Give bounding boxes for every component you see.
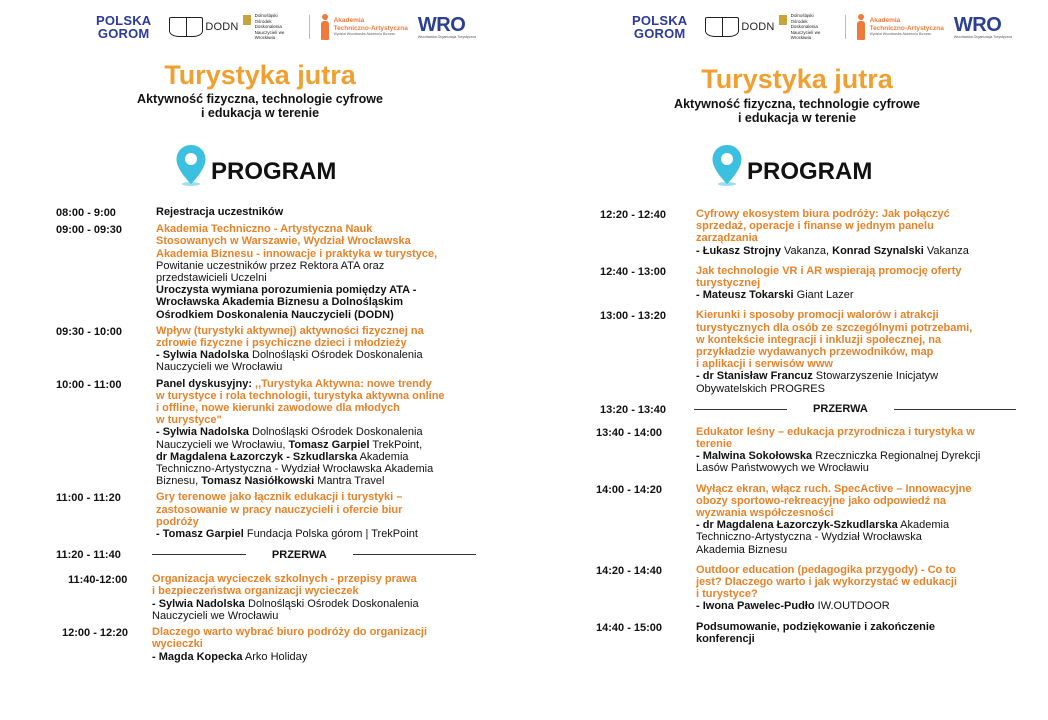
session-content [156, 206, 476, 219]
schedule-left [56, 206, 476, 663]
wro-logo [418, 15, 476, 39]
speaker-name: Tomasz Garpiel [288, 438, 370, 451]
subtitle-line: i edukacja w terenie [737, 111, 857, 125]
speaker-name: - dr Magdalena Łazorczyk-Szkudlarska [696, 519, 898, 532]
speaker-org: Dolnośląski Ośrodek Doskonalenia [248, 426, 423, 439]
session-content [152, 626, 476, 663]
speaker-name: - Mateusz Tokarski [696, 289, 794, 302]
speaker-org: Biznesu, [156, 475, 202, 488]
break-divider [353, 554, 476, 555]
subtitle-line: i edukacja w terenie [200, 106, 320, 120]
map-pin-icon [175, 144, 207, 186]
logo-text: Wrocławska Organizacja Turystyczna [953, 35, 1012, 39]
dodn-logo [705, 13, 830, 41]
speaker-org: Nauczycieli we Wrocławiu [156, 361, 283, 374]
logo-text: Akademia [333, 17, 365, 25]
polska-gorom-logo [632, 14, 687, 40]
schedule-right [596, 208, 1016, 645]
session-title: Organizacja wycieczek szkolnych - przepisy prawa [152, 573, 417, 586]
logo-text [334, 17, 408, 37]
speaker-name: dr Magdalena Łazorczyk - Szkudlarska [156, 450, 358, 463]
program-heading [711, 144, 872, 186]
speaker-org: Techniczno-Artystyczna - Wydział Wrocławska [696, 531, 922, 544]
logo-text: GOROM [633, 26, 686, 41]
break-row [596, 403, 1016, 416]
session-title: Jak technologie VR i AR wspierają promocję oferty [696, 264, 962, 277]
schedule-row [596, 426, 1016, 475]
speaker-org: TrekPoint, [369, 438, 423, 451]
time-slot: 14:40 - 15:00 [596, 621, 663, 634]
session-content [156, 325, 476, 374]
break-row [56, 548, 476, 561]
time-slot: 13:00 - 13:20 [600, 310, 667, 323]
speaker-org: Nauczycieli we Wrocławiu, [156, 438, 289, 451]
speaker-org: Obywatelskich PROGRES [696, 382, 825, 395]
wro-logo [954, 15, 1012, 39]
logo-text: Wydział Wrocławska Akademia Biznesu [869, 32, 932, 37]
time-slot: 14:00 - 14:20 [596, 483, 663, 496]
logo-text: Dolnośląski Ośrodek Doskonalenia Nauczycieli we Wrocławiu [790, 13, 821, 41]
time-slot: 11:00 - 11:20 [56, 492, 121, 505]
logo-bar [96, 12, 476, 42]
session-title: Stosowanych w Warszawie, Wydział Wrocławska [156, 235, 411, 248]
session-lead: Panel dyskusyjny: [156, 377, 256, 390]
schedule-row [56, 573, 476, 622]
speaker-org: Akademia [897, 519, 950, 532]
session-content [156, 491, 476, 540]
schedule-row [596, 265, 1016, 302]
session-title: obozy sportowo-rekreacyjne jako odpowiedź na [696, 494, 946, 507]
session-title: Edukator leśny – edukacja przyrodnicza i turystyka w [696, 425, 975, 438]
time-slot: 13:40 - 14:00 [596, 426, 663, 439]
book-icon [705, 17, 739, 37]
session-content [696, 483, 1016, 556]
time-slot: 08:00 - 9:00 [56, 207, 116, 219]
time-slot: 10:00 - 11:00 [56, 378, 122, 391]
time-slot: 13:20 - 13:40 [600, 403, 667, 416]
speaker-org: Lasów Państwowych we Wrocławiu [696, 462, 869, 475]
session-title: wycieczki [152, 638, 203, 651]
session-content [696, 426, 1016, 475]
logo-text: WRO [953, 14, 1002, 36]
schedule-row [56, 325, 476, 374]
schedule-row [56, 378, 476, 488]
dodn-logo [169, 13, 294, 41]
speaker-org: Fundacja Polska górom | TrekPoint [243, 528, 418, 541]
session-content [152, 573, 476, 622]
logo-text: DODN [741, 21, 775, 33]
session-title: konferencji [696, 632, 755, 645]
session-title: Dlaczego warto wybrać biuro podróży do organizacji [152, 626, 428, 639]
speaker-org: Vakanza, [780, 244, 833, 257]
session-highlight: Wrocławska Akademia Biznesu a Dolnośląskim [156, 296, 403, 309]
speaker-org: Akademia Biznesu [696, 543, 788, 556]
session-title: jest? Dlaczego warto i jak wykorzystać w edukacji [696, 576, 958, 589]
logo-text [870, 17, 944, 37]
session-description: Powitanie uczestników przez Rektora ATA oraz [156, 259, 385, 272]
session-content [696, 564, 1016, 613]
schedule-row [56, 206, 476, 219]
break-divider [152, 554, 246, 555]
speaker-name: - Tomasz Garpiel [156, 528, 244, 541]
session-title: Wyłącz ekran, włącz ruch. SpecActive – Innowacyjne [696, 482, 972, 495]
schedule-row [596, 564, 1016, 613]
session-title: podróży [156, 515, 199, 528]
logo-text: WRO [417, 14, 466, 36]
speaker-name: Tomasz Nasiółkowski [201, 475, 315, 488]
schedule-row [596, 483, 1016, 556]
coat-of-arms-icon [243, 15, 251, 25]
session-title: i offline, nowe kierunki zawodowe dla młodych [156, 402, 400, 415]
session-content [156, 378, 476, 488]
speaker-name: - Magda Kopecka [152, 650, 243, 663]
page-subtitle [535, 97, 1048, 125]
map-pin-icon [711, 144, 743, 186]
session-title: Rejestracja uczestników [156, 206, 284, 218]
time-slot: 11:20 - 11:40 [56, 549, 121, 562]
program-label: PROGRAM [747, 158, 873, 185]
speaker-org: Nauczycieli we Wrocławiu [152, 609, 279, 622]
schedule-row [56, 491, 476, 540]
speaker-org: Giant Lazer [793, 289, 854, 302]
person-icon [856, 14, 866, 40]
time-slot: 09:30 - 10:00 [56, 325, 123, 338]
book-icon [169, 17, 203, 37]
session-title: i aplikacji i serwisów www [696, 358, 833, 371]
speaker-name: Konrad Szynalski [832, 244, 924, 257]
speaker-name: - Sylwia Nadolska [152, 597, 245, 610]
page-title: Turystyka jutra [164, 60, 356, 90]
speaker-name: - Sylwia Nadolska [156, 426, 249, 439]
time-slot: 12:00 - 12:20 [62, 627, 129, 640]
page-title: Turystyka jutra [701, 64, 893, 94]
subtitle-line: Aktywność fizyczna, technologie cyfrowe [674, 97, 920, 111]
logo-text: POLSKA [96, 13, 152, 28]
logo-text: Techniczno-Artystyczna [333, 24, 408, 32]
ata-logo [856, 14, 944, 40]
speaker-org: Rzeczniczka Regionalnej Dyrekcji [812, 450, 981, 463]
logo-text: Dolnośląski Ośrodek Doskonalenia Nauczycieli we Wrocławiu [254, 13, 285, 41]
session-title: Wpływ (turystyki aktywnej) aktywności fizycznej na [156, 324, 424, 337]
person-icon [320, 14, 330, 40]
speaker-name: - Sylwia Nadolska [156, 349, 249, 362]
session-title: zarządzania [696, 232, 758, 245]
speaker-org: Stowarzyszenie Inicjatyw [812, 370, 939, 383]
coat-of-arms-icon [779, 15, 787, 25]
session-title: Akademia Techniczno - Artystyczna Nauk [156, 223, 373, 236]
session-title: Outdoor education (pedagogika przygody) - Co to [696, 563, 956, 576]
logo-text: POLSKA [632, 13, 688, 28]
break-divider [694, 409, 787, 410]
session-title: zdrowie fizyczne i psychiczne dzieci i młodzieży [156, 337, 407, 350]
speaker-org: Akademia [357, 450, 409, 463]
session-highlight: Uroczysta wymiana porozumienia pomiędzy ATA - [156, 284, 417, 297]
speaker-org: Vakanza [923, 244, 969, 257]
speaker-org: Arko Holiday [242, 650, 308, 663]
schedule-row [596, 621, 1016, 645]
ata-logo [320, 14, 408, 40]
time-slot: 09:00 - 09:30 [56, 224, 123, 237]
speaker-name: - Łukasz Strojny [696, 244, 781, 257]
break-divider [894, 409, 1016, 410]
session-title: ,,Turystyka Aktywna: nowe trendy [255, 377, 432, 390]
program-page-right [524, 0, 1048, 720]
session-content [696, 309, 1016, 394]
time-slot: 14:20 - 14:40 [596, 564, 663, 577]
break-label: PRZERWA [813, 403, 868, 416]
logo-divider [845, 15, 846, 39]
speaker-org: Techniczno-Artystyczna - Wydział Wrocławska Akademia [156, 463, 434, 476]
session-title: Cyfrowy ekosystem biura podróży: Jak połączyć [696, 208, 950, 220]
break-label: PRZERWA [271, 548, 327, 561]
session-title: przykładzie wydawanych przewodników, map [696, 346, 934, 359]
session-title: Podsumowanie, podziękowanie i zakończenie [696, 620, 935, 633]
session-highlight: Ośrodkiem Doskonalenia Nauczycieli (DODN) [156, 308, 394, 321]
session-description: przedstawicieli Uczelni [156, 272, 267, 285]
logo-text: DODN [205, 21, 239, 33]
session-title: i bezpieczeństwa organizacji wycieczek [152, 585, 359, 598]
schedule-row [56, 223, 476, 321]
session-title: turystycznej [696, 277, 761, 290]
page-subtitle [0, 92, 522, 120]
time-slot: 12:40 - 13:00 [600, 265, 667, 278]
speaker-org: Dolnośląski Ośrodek Doskonalenia [248, 349, 423, 362]
time-slot: 11:40-12:00 [68, 574, 128, 587]
logo-text: Akademia [869, 17, 901, 25]
speaker-org: Mantra Travel [314, 475, 385, 488]
session-title: wyzwania współczesności [696, 507, 834, 520]
logo-text: Techniczno-Artystyczna [869, 24, 944, 32]
speaker-name: - dr Stanisław Francuz [696, 370, 813, 383]
session-title: zastosowanie w pracy nauczycieli i ofercie biur [156, 503, 403, 516]
session-title: w turystyce" [156, 414, 222, 427]
schedule-row [596, 208, 1016, 257]
speaker-name: - Iwona Pawelec-Pudło [696, 600, 815, 613]
session-title: terenie [696, 438, 733, 451]
session-title: Akademia Biznesu - innowacje i praktyka w turystyce, [156, 247, 438, 260]
speaker-org: IW.OUTDOOR [814, 600, 890, 613]
schedule-row [56, 626, 476, 663]
logo-divider [309, 15, 310, 39]
speaker-org: Dolnośląski Ośrodek Doskonalenia [244, 597, 419, 610]
program-heading [175, 144, 336, 186]
session-content [696, 265, 1016, 302]
session-title: w turystyce i rola technologii, turystyka aktywna online [156, 389, 445, 402]
logo-text: Wrocławska Organizacja Turystyczna [417, 35, 476, 39]
session-title: turystycznych dla osób ze szczególnymi potrzebami, [696, 321, 973, 334]
subtitle-line: Aktywność fizyczna, technologie cyfrowe [137, 92, 383, 106]
session-content [156, 223, 476, 321]
session-title: w kontekście integracji i inkluzji społecznej, na [696, 333, 942, 346]
time-slot: 12:20 - 12:40 [600, 209, 667, 221]
program-label: PROGRAM [211, 158, 337, 185]
logo-bar [632, 12, 1012, 42]
session-content [696, 621, 1016, 645]
session-title: Gry terenowe jako łącznik edukacji i turystyki – [156, 491, 403, 504]
schedule-row [596, 309, 1016, 394]
session-content [696, 208, 1016, 257]
speaker-name: - Malwina Sokołowska [696, 450, 813, 463]
session-title: sprzedaż, operacje i finanse w jednym panelu [696, 220, 934, 233]
logo-text: GOROM [97, 26, 150, 41]
polska-gorom-logo [96, 14, 151, 40]
logo-text: Wydział Wrocławska Akademia Biznesu [333, 32, 396, 37]
session-title: Kierunki i sposoby promocji walorów i atrakcji [696, 309, 939, 322]
session-title: i turystyce? [696, 588, 758, 601]
